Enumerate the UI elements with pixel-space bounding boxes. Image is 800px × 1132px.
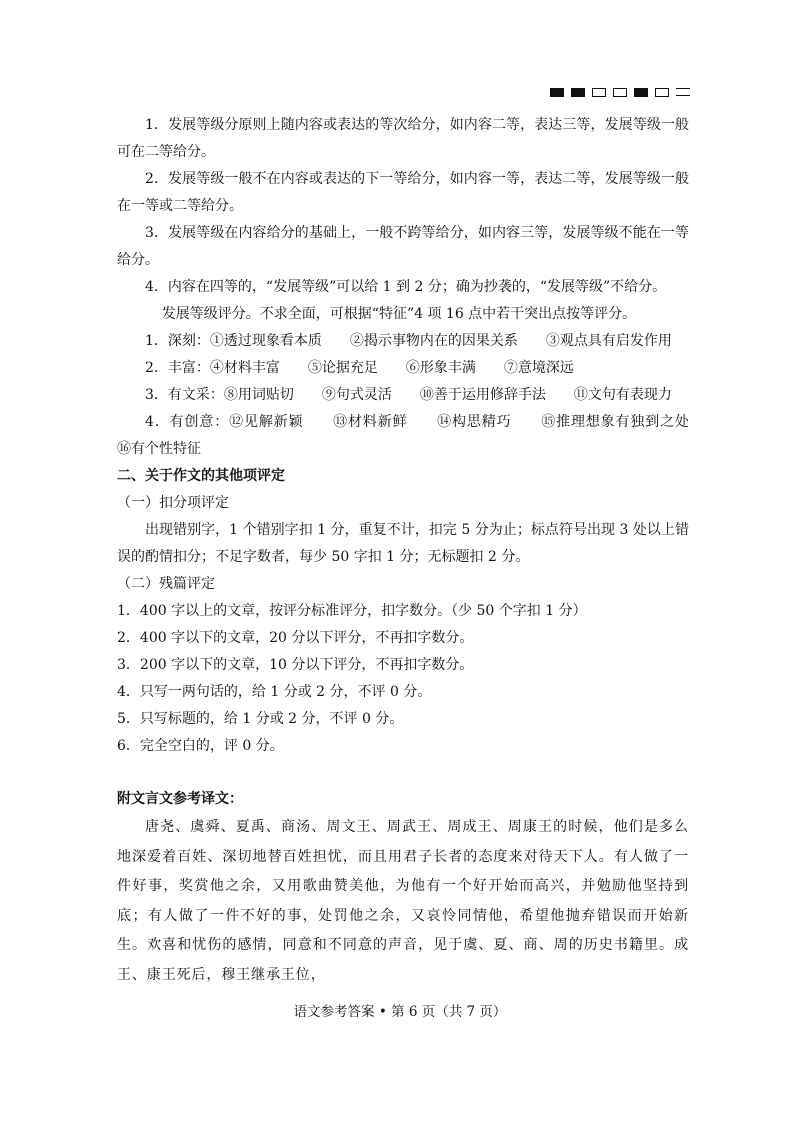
incomplete-item-4: 4．只写一两句话的，给 1 分或 2 分，不评 0 分。 xyxy=(117,684,432,700)
header-mark xyxy=(613,88,627,97)
header-mark xyxy=(655,88,669,97)
incomplete-item-5: 5．只写标题的，给 1 分或 2 分，不评 0 分。 xyxy=(117,711,404,727)
feature-literary: 3．有文采：⑧用词贴切 ⑨句式灵活 ⑩善于运用修辞手法 ⑪文句有表现力 xyxy=(145,387,672,403)
rule-3: 3．发展等级在内容给分的基础上，一般不跨等给分，如内容三等，发展等级不能在一等给分。 xyxy=(117,225,689,268)
subsection-deduction: （一）扣分项评定 xyxy=(117,495,229,511)
development-grade-note: 发展等级评分。不求全面，可根据“特征”4 项 16 点中若干突出点按等评分。 xyxy=(161,306,637,322)
appendix-translation xyxy=(117,813,689,990)
incomplete-item-3: 3．200 字以下的文章，10 分以下评分，不再扣字数分。 xyxy=(117,657,474,673)
page-content xyxy=(117,112,717,990)
appendix-title: 附文言文参考译文： xyxy=(117,791,243,807)
incomplete-item-6: 6．完全空白的，评 0 分。 xyxy=(117,738,284,754)
translation-text: 唐尧、虞舜、夏禹、商汤、周文王、周武王、周成王、周康王的时候，他们是多么地深爱着百姓、深切地替百姓担忧，而且用君子长者的态度来对待天下人。有人做了一件好事，奖赏他之余，又用歌曲赞美他，为他有一个好开始而高兴，并勉励他坚持到底；有人做了一件不好的事，处罚他之余，又哀怜同情他，希望他抛弃错误而开始新生。欢喜和忧伤的感情，同意和不同意的声音，见于虞、夏、商、周的历史书籍里。成王、康王死后，穆王继承王位， xyxy=(117,819,689,983)
rule-4: 4．内容在四等的，“发展等级”可以给 1 到 2 分；确为抄袭的，“发展等级”不给分。 xyxy=(145,279,667,295)
feature-creative: 4．有创意：⑫见解新颖 ⑬材料新鲜 ⑭构思精巧 ⑮推理想象有独到之处 ⑯有个性特征 xyxy=(117,414,717,457)
subsection-incomplete: （二）残篇评定 xyxy=(117,576,215,592)
header-mark xyxy=(676,88,690,96)
rule-1: 1．发展等级分原则上随内容或表达的等次给分，如内容二等，表达三等，发展等级一般可在二等给分。 xyxy=(117,117,689,160)
header-mark xyxy=(571,88,585,97)
page-footer: 语文参考答案 • 第 6 页（共 7 页） xyxy=(293,1004,507,1020)
deduction-text: 出现错别字，1 个错别字扣 1 分，重复不计，扣完 5 分为止；标点符号出现 3 处以上错误的酌情扣分；不足字数者，每少 50 字扣 1 分；无标题扣 2 分。 xyxy=(117,522,689,565)
rule-2: 2．发展等级一般不在内容或表达的下一等给分，如内容一等，表达二等，发展等级一般在一等或二等给分。 xyxy=(117,171,689,214)
section-heading-2: 二、关于作文的其他项评定 xyxy=(117,468,285,484)
header-mark xyxy=(550,88,564,97)
header-marks xyxy=(550,88,690,97)
incomplete-item-1: 1．400 字以上的文章，按评分标准评分，扣字数分。（少 50 个字扣 1 分） xyxy=(117,603,587,619)
feature-rich: 2．丰富：④材料丰富 ⑤论据充足 ⑥形象丰满 ⑦意境深远 xyxy=(145,360,574,376)
header-mark xyxy=(592,88,606,97)
incomplete-item-2: 2．400 字以下的文章，20 分以下评分，不再扣字数分。 xyxy=(117,630,474,646)
feature-deep: 1．深刻：①透过现象看本质 ②揭示事物内在的因果关系 ③观点具有启发作用 xyxy=(145,333,672,349)
header-mark xyxy=(634,88,648,97)
